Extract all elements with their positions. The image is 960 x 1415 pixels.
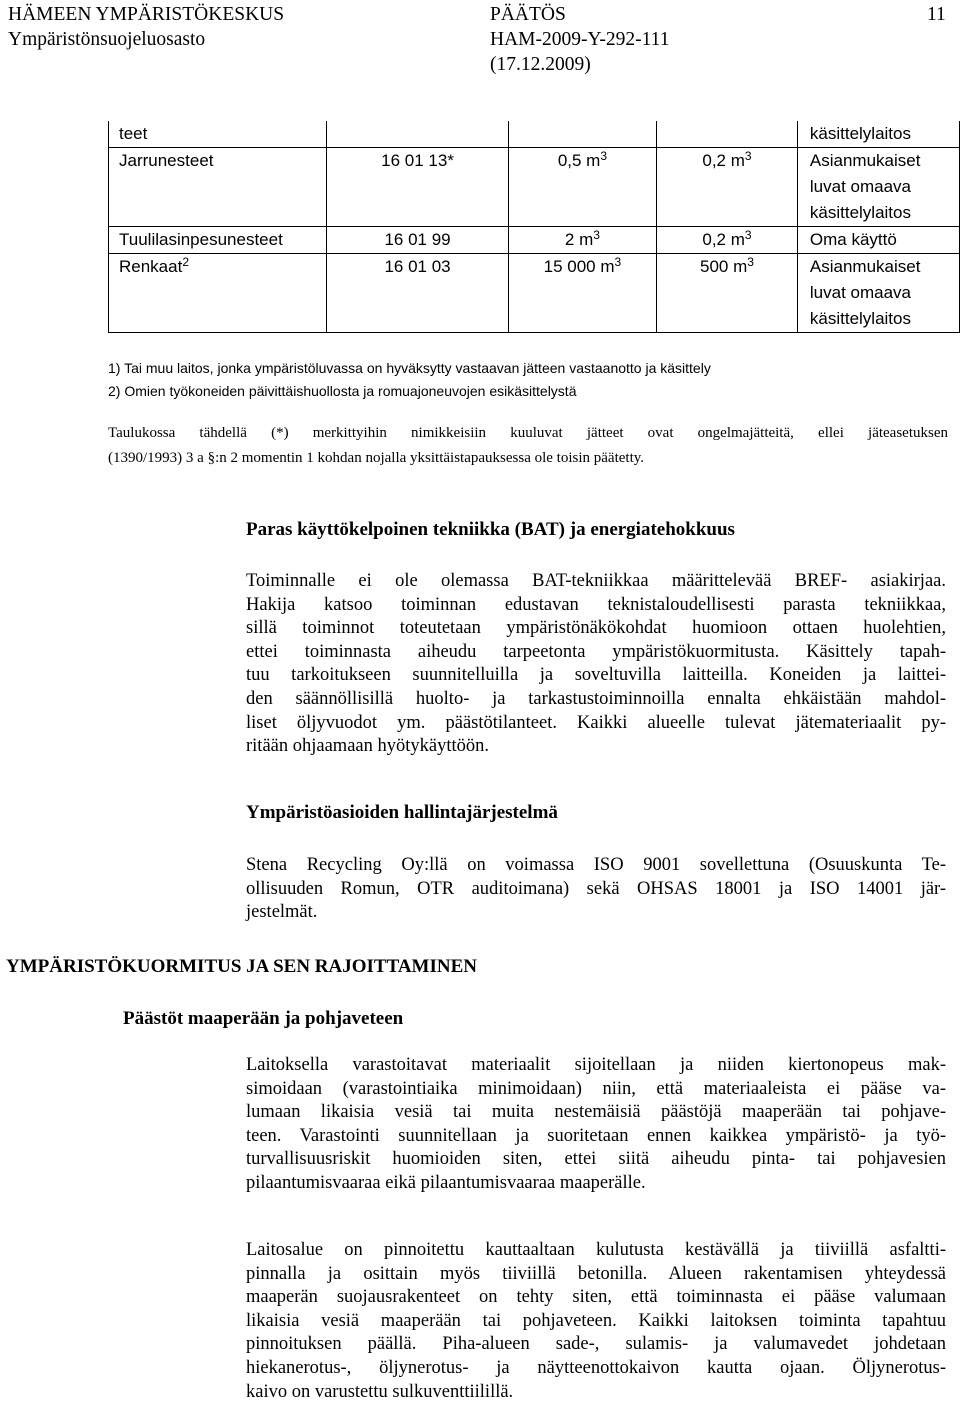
waste-code-cell [327, 121, 508, 148]
waste-table [108, 121, 960, 333]
waste-name-cell: Tuulilasinpesunesteet [109, 227, 327, 254]
waste-code-cell: 16 01 13* [327, 148, 508, 227]
document-date: (17.12.2009) [490, 54, 591, 75]
amount-cell [508, 121, 656, 148]
ems-paragraph: Stena Recycling Oy:llä on voimassa ISO 9001 sovellettuna (Osuuskunta Te- ollisuuden Romun, OTR auditoimana) sekä OHSAS 18001 ja ISO 14001 jär- jestelmät. [246, 855, 946, 923]
bat-paragraph: Toiminnalle ei ole olemassa BAT-tekniikkaa määrittelevää BREF- asiakirjaa. Hakija katsoo toiminnan edustavan teknistaloudellisesti parasta tekniikkaa, sillä toiminnot toteutetaan ympäristönäkökohdat huomioon ottaen huolehtien, ettei toiminnasta aiheudu tarpeetonta ympäristökuormitusta. Käsittely tapah- tuu tarkoitukseen suunnitelluilla ja soveltuvilla laitteilla. Koneiden ja laittei- den säännöllisillä huolto- ja tarkastustoiminnoilla ennalta ehkäistään mahdol- liset öljyvuodot ym. päästötilanteet. Kaikki alueelle tulevat jätemateriaalit py- ritään ohjaamaan hyötykäyttöön. [246, 571, 946, 757]
waste-name-cell: Renkaat$^2$ [109, 254, 327, 333]
page-number: 11 [927, 4, 946, 25]
handling-cell: Asianmukaiset luvat omaava käsittelylaitos [797, 254, 959, 333]
footnote-2: 2) Omien työkoneiden päivittäishuollosta ja romuajoneuvojen esikäsittelystä [108, 383, 577, 399]
waste-code-cell: 16 01 99 [327, 227, 508, 254]
table-note: Taulukossa tähdellä (*) merkittyihin nimikkeisiin kuuluvat jätteet ovat ongelmajätteitä, ellei jäteasetuksen (1390/1993) 3 a §:n 2 momentin 1 kohdan nojalla yksittäistapauksessa ole toisin päätetty. [108, 425, 948, 466]
table-row [109, 254, 960, 333]
amount-cell: 2 $m^3$ [508, 227, 656, 254]
handling-cell: Asianmukaiset luvat omaava käsittelylaitos [797, 148, 959, 227]
amount-cell: 0,2 $m^3$ [657, 148, 798, 227]
amount-cell: 0,5 $m^3$ [508, 148, 656, 227]
bat-heading: Paras käyttökelpoinen tekniikka (BAT) ja energiatehokkuus [246, 519, 735, 540]
department-name: Ympäristönsuojeluosasto [8, 29, 206, 50]
handling-cell: käsittelylaitos [797, 121, 959, 148]
ems-heading: Ympäristöasioiden hallintajärjestelmä [246, 802, 558, 823]
amount-cell: 15 000 $m^3$ [508, 254, 656, 333]
soil-paragraph-2: Laitosalue on pinnoitettu kauttaaltaan kulutusta kestävällä ja tiiviillä asfaltti- pinnalla ja osittain myös tiiviillä betonilla. Alueen rakentamisen yhteydessä maaperän suojausrakenteet on tehty siten, että toiminnasta ei pääse valumaan likaisia vesiä maaperään tai pohjaveteen. Kaikki laitoksen toiminta tapahtuu pinnoituksen päällä. Piha-alueen sade-, sulamis- ja valumavedet johdetaan hiekanerotus-, öljynerotus- ja näytteenottokaivon kautta ojaan. Öljynerotus- kaivo on varustettu sulkuventtiilillä. [246, 1240, 946, 1402]
handling-cell: Oma käyttö [797, 227, 959, 254]
document-id: HAM-2009-Y-292-111 [490, 29, 670, 50]
amount-cell: 0,2 $m^3$ [657, 227, 798, 254]
amount-cell: 500 $m^3$ [657, 254, 798, 333]
table-row [109, 121, 960, 148]
amount-cell [657, 121, 798, 148]
waste-name-cell: teet [109, 121, 327, 148]
waste-code-cell: 16 01 03 [327, 254, 508, 333]
organization-name: HÄMEEN YMPÄRISTÖKESKUS [8, 4, 285, 25]
table-row [109, 148, 960, 227]
soil-paragraph-1: Laitoksella varastoitavat materiaalit sijoitellaan ja niiden kiertonopeus mak- simoidaan (varastointiaika minimoidaan) niin, että materiaaleista ei pääse va- lumaan likaisia vesiä tai muita nestemäisiä päästöjä maaperään tai pohjave- teen. Varastointi suunnitellaan ja suoritetaan ennen kaikkea ympäristö- ja työ- turvallisuusriskit huomioiden siten, ettei siitä aiheudu pinta- tai pohjavesien pilaantumisvaaraa eikä pilaantumisvaaraa maaperälle. [246, 1055, 946, 1193]
document-type: PÄÄTÖS [490, 4, 566, 25]
table-row [109, 227, 960, 254]
waste-name-cell: Jarrunesteet [109, 148, 327, 227]
main-heading: YMPÄRISTÖKUORMITUS JA SEN RAJOITTAMINEN [6, 956, 478, 977]
footnote-1: 1) Tai muu laitos, jonka ympäristöluvassa on hyväksytty vastaavan jätteen vastaanotto ja käsittely [108, 360, 711, 376]
soil-heading: Päästöt maaperään ja pohjaveteen [123, 1008, 404, 1029]
